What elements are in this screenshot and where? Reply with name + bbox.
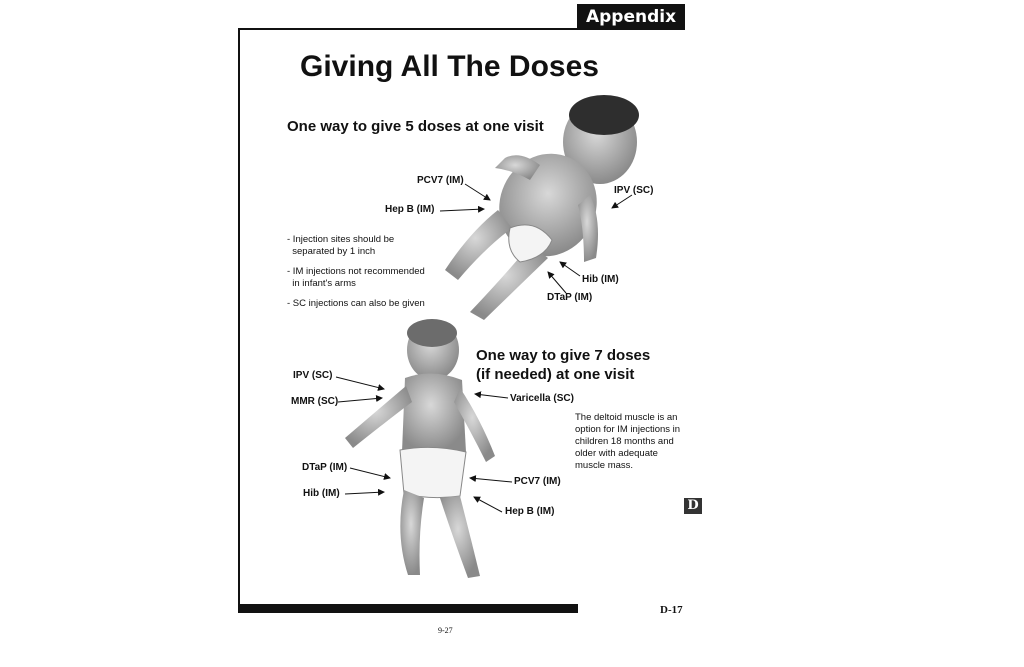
note-line: - SC injections can also be given xyxy=(287,298,425,309)
label-hepb-infant: Hep B (IM) xyxy=(385,204,435,215)
five-doses-heading: One way to give 5 doses at one visit xyxy=(287,118,544,135)
label-hib-infant: Hib (IM) xyxy=(582,274,619,285)
label-pcv7-toddler: PCV7 (IM) xyxy=(514,476,561,487)
note-line: - Injection sites should be xyxy=(287,234,395,245)
label-ipv-toddler: IPV (SC) xyxy=(293,370,333,381)
label-hib-toddler: Hib (IM) xyxy=(303,488,340,499)
seven-doses-heading-line2: (if needed) at one visit xyxy=(476,366,635,383)
label-pcv7-infant: PCV7 (IM) xyxy=(417,175,464,186)
page-number: D-17 xyxy=(660,604,683,616)
toddler-illustration xyxy=(345,319,495,578)
label-dtap-toddler: DTaP (IM) xyxy=(302,462,348,473)
label-mmr-toddler: MMR (SC) xyxy=(291,396,339,407)
label-hepb-toddler: Hep B (IM) xyxy=(505,506,555,517)
note-line: separated by 1 inch xyxy=(287,246,376,257)
label-ipv-infant: IPV (SC) xyxy=(614,185,654,196)
section-side-tab: D xyxy=(684,498,702,514)
note-line: in infant's arms xyxy=(287,278,356,289)
appendix-label: Appendix D xyxy=(577,4,685,30)
note-line: - IM injections not recommended xyxy=(287,266,425,277)
deltoid-note: The deltoid muscle is an option for IM injections in children 18 months and older with adequate muscle mass. xyxy=(575,412,681,471)
label-dtap-infant: DTaP (IM) xyxy=(547,292,593,303)
footer-number: 9-27 xyxy=(438,626,453,635)
seven-doses-heading-line1: One way to give 7 doses xyxy=(476,347,651,364)
label-varicella-toddler: Varicella (SC) xyxy=(510,393,574,404)
page-title: Giving All The Doses xyxy=(300,50,599,83)
